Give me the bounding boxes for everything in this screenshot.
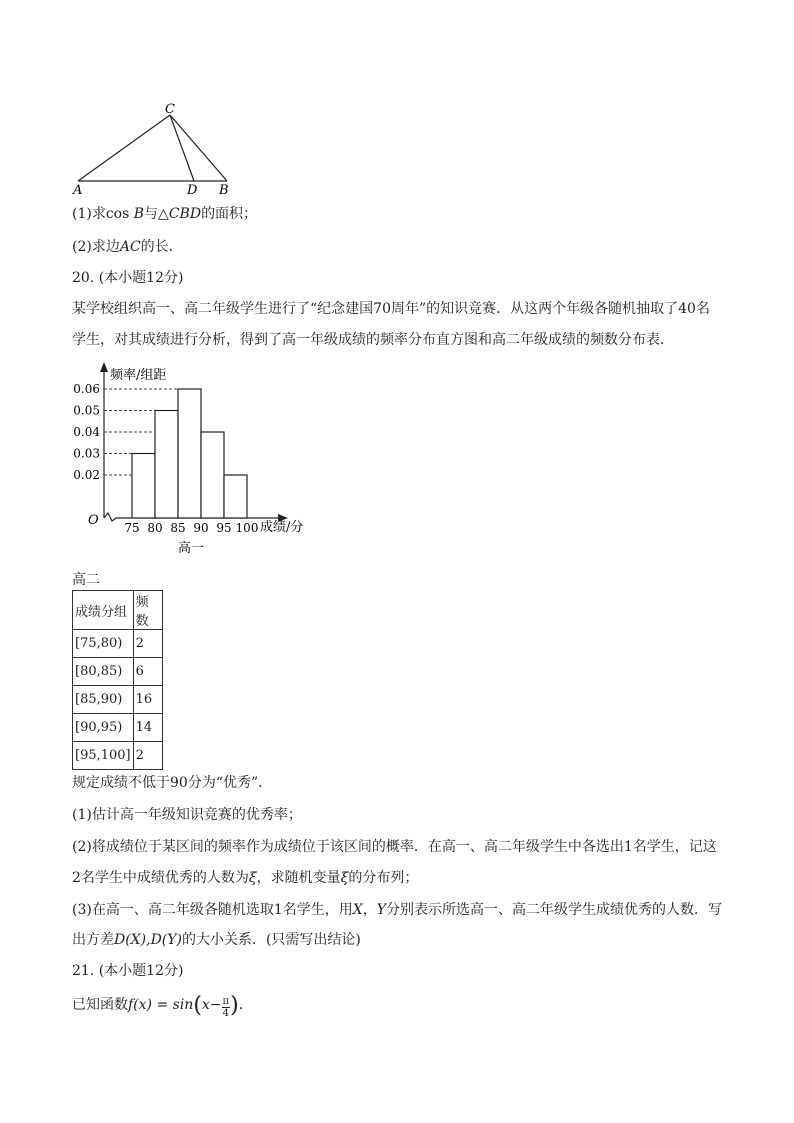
label-c: C <box>165 102 175 117</box>
table-header-row <box>73 591 163 630</box>
q19-part1-cbd: CBD <box>168 206 202 222</box>
cell-group: [75,80) <box>73 630 134 658</box>
q20-part3-line2 <box>72 930 361 950</box>
x-tick-label: 85 <box>170 521 186 535</box>
fraction-pi-over-4 <box>222 996 231 1019</box>
right-paren: ) <box>230 993 239 1018</box>
segment-cd <box>170 115 194 181</box>
origin-label: O <box>88 513 99 528</box>
x-tick-label: 90 <box>193 521 209 535</box>
fraction-denominator: 4 <box>222 1008 230 1019</box>
q19-part1-text2: 与△ <box>144 206 169 222</box>
histogram-bar <box>201 432 224 518</box>
side-cb <box>170 115 227 181</box>
x-axis-label: 成绩/分 <box>260 520 304 535</box>
x-tick-label: 100 <box>235 521 259 535</box>
x-tick-label: 75 <box>124 521 140 535</box>
q19-part2-text2: 的长． <box>140 239 183 255</box>
cell-count: 2 <box>133 742 162 770</box>
chart-title: 高一 <box>178 541 205 556</box>
q19-part2 <box>72 237 183 257</box>
q20-part2-line2 <box>72 868 418 888</box>
q19-part2-text: (2)求边 <box>72 239 120 255</box>
q20-p3-text4: 的大小关系．(只需写出结论) <box>181 932 361 948</box>
q19-part1-text3: 的面积； <box>201 206 258 222</box>
label-a: A <box>73 183 83 196</box>
cell-count: 14 <box>133 714 162 742</box>
label-b: B <box>219 183 229 196</box>
q20-p2-text: 2名学生中成绩优秀的人数为 <box>72 870 249 886</box>
cell-group: [80,85) <box>73 658 134 686</box>
triangle-figure <box>70 100 240 196</box>
q20-p2-xi2: ξ <box>340 870 349 886</box>
q21-fx: f(x) = sin <box>128 997 194 1013</box>
histogram-bar <box>132 454 155 519</box>
q20-p2-xi: ξ <box>248 870 257 886</box>
y-axis-arrow <box>100 362 108 372</box>
y-tick-label: 0.03 <box>73 446 100 461</box>
q19-part1-text: (1)求cos <box>72 206 134 222</box>
q20-p3-variance: D(X),D(Y) <box>114 932 182 948</box>
q21-function <box>72 995 253 1021</box>
q20-p3-comma: ， <box>362 902 377 918</box>
header-group: 成绩分组 <box>73 591 134 630</box>
q20-p3-text: (3)在高一、高二年级各随机选取1名学生，用 <box>72 902 353 918</box>
cell-group: [85,90) <box>73 686 134 714</box>
q21-text: 已知函数 <box>72 997 128 1013</box>
label-d: D <box>187 183 198 196</box>
left-paren: ( <box>193 993 202 1018</box>
q21-period: ． <box>238 997 253 1013</box>
table-row <box>73 714 163 742</box>
y-tick-label: 0.05 <box>73 403 100 418</box>
x-tick-label: 80 <box>147 521 163 535</box>
histogram-bar <box>178 389 201 518</box>
q20-p3-text3: 出方差 <box>72 932 114 948</box>
q20-p2-text3: 的分布列； <box>348 870 419 886</box>
cell-count: 16 <box>133 686 162 714</box>
q20-part3-line1 <box>72 900 722 920</box>
histogram-chart <box>60 358 320 564</box>
histogram-bar <box>155 411 178 519</box>
side-ac <box>78 115 170 181</box>
x-tick-label: 95 <box>216 521 232 535</box>
q19-part1-b: B <box>133 206 145 222</box>
q21-header: 21. (本小题12分) <box>72 963 184 979</box>
cell-group: [95,100] <box>73 742 134 770</box>
q20-p3-text2: 分别表示所选高一、高二年级学生成绩优秀的人数．写 <box>385 902 722 918</box>
histogram-bar <box>224 475 247 518</box>
q20-p3-y: Y <box>376 902 386 918</box>
table-row <box>73 658 163 686</box>
table-row <box>73 742 163 770</box>
cell-count: 2 <box>133 630 162 658</box>
y-tick-label: 0.06 <box>73 382 100 396</box>
frequency-table <box>72 590 163 770</box>
y-axis-label: 频率/组距 <box>110 368 167 383</box>
table-row <box>73 686 163 714</box>
cell-count: 6 <box>133 658 162 686</box>
table-row <box>73 630 163 658</box>
q20-intro-line1: 某学校组织高一、高二年级学生进行了“纪念建国70周年”的知识竞赛．从这两个年级各随机抽取了40名 <box>72 301 710 317</box>
q19-part2-ac: AC <box>119 239 141 255</box>
q20-p2-text2: ，求随机变量 <box>256 870 341 886</box>
q19-part1 <box>72 204 257 224</box>
y-tick-label: 0.04 <box>73 425 100 439</box>
q20-intro-line2: 学生，对其成绩进行分析，得到了高一年级成绩的频率分布直方图和高二年级成绩的频数分布表． <box>72 332 674 348</box>
q20-header: 20. (本小题12分) <box>72 270 184 286</box>
table-title: 高二 <box>72 572 100 588</box>
q21-x-minus: x− <box>201 997 222 1013</box>
y-tick-label: 0.02 <box>73 468 100 482</box>
header-count: 频数 <box>133 591 162 630</box>
q20-part2-line1: (2)将成绩位于某区间的频率作为成绩位于该区间的概率．在高一、高二年级学生中各选出1名学生，记这 <box>72 839 717 855</box>
cell-group: [90,95) <box>73 714 134 742</box>
q20-p3-x: X <box>352 902 363 918</box>
q20-rule: 规定成绩不低于90分为“优秀”． <box>72 775 273 791</box>
q20-part1: (1)估计高一年级知识竞赛的优秀率； <box>72 807 302 823</box>
fraction-numerator: π <box>222 996 230 1007</box>
